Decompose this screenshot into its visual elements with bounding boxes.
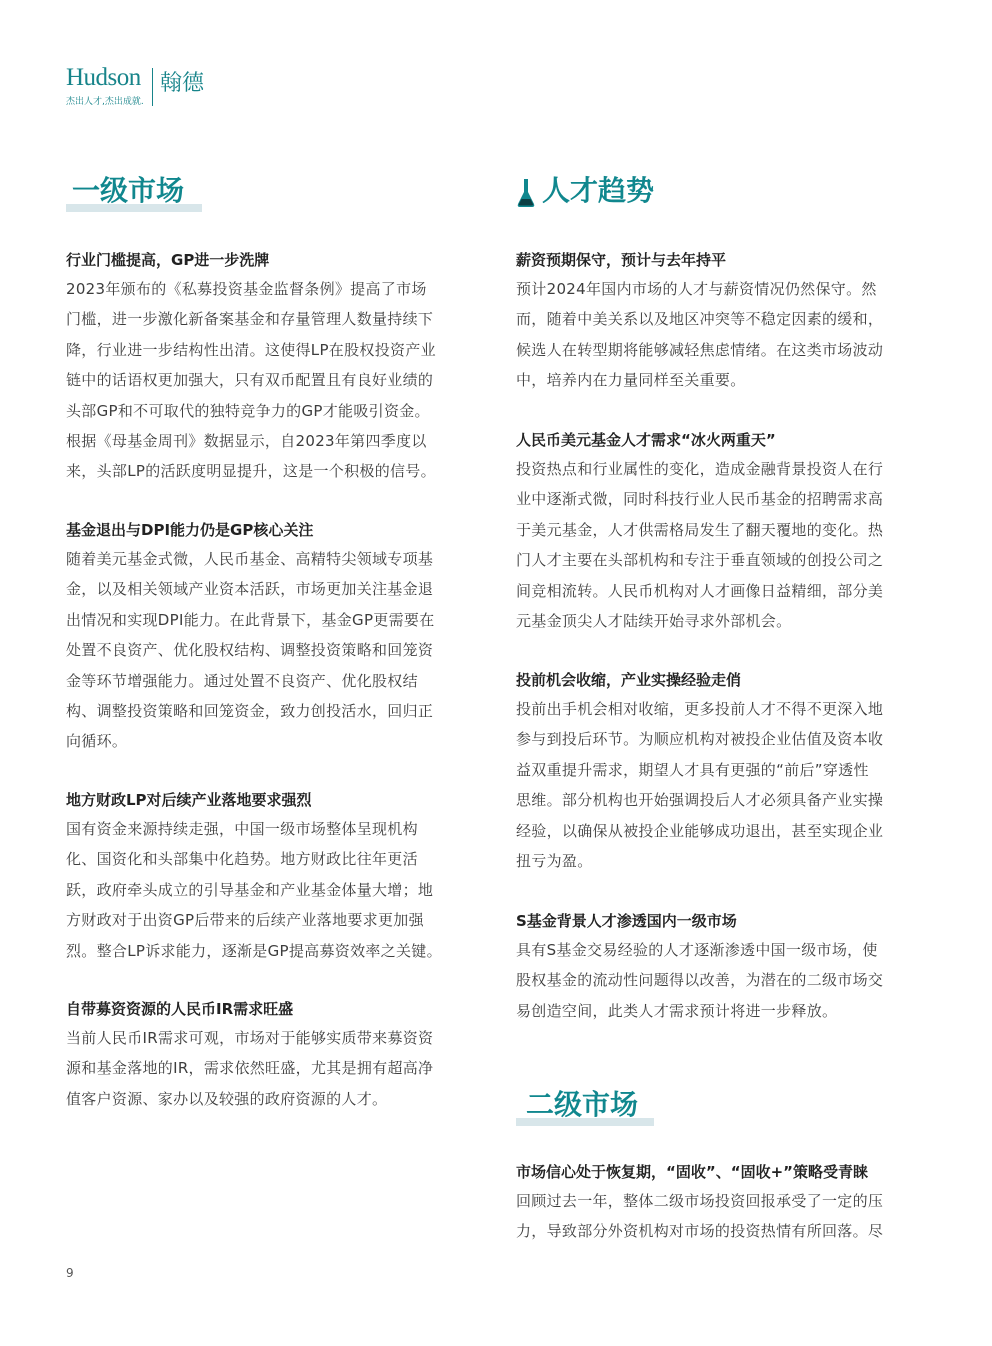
body-line: 构、调整投资策略和回笼资金，致力创投活水，回归正 <box>66 702 434 721</box>
block-heading: 行业门槛提高，GP进一步洗牌 <box>66 251 270 269</box>
body-line: 扭亏为盈。 <box>516 852 593 871</box>
logo-divider <box>152 68 153 106</box>
body-line: 门槛，进一步激化新备案基金和存量管理人数量持续下 <box>66 310 434 329</box>
body-line: 经验，以确保从被投企业能够成功退出，甚至实现企业 <box>516 821 884 840</box>
body-line: 于美元基金，人才供需格局发生了翻天覆地的变化。热 <box>516 520 884 539</box>
body-line: 值客户资源、家办以及较强的政府资源的人才。 <box>66 1089 388 1108</box>
body-line: 随着美元基金式微，人民币基金、高精特尖领域专项基 <box>66 550 434 568</box>
body-line: 来，头部LP的活跃度明显提升，这是一个积极的信号。 <box>66 462 436 481</box>
body-line: 方财政对于出资GP后带来的后续产业落地要求更加强 <box>66 911 424 930</box>
section-title-secondary-market <box>516 1090 654 1126</box>
body-line: 回顾过去一年，整体二级市场投资回报承受了一定的压 <box>516 1192 884 1210</box>
body-line: 当前人民币IR需求可观，市场对于能够实质带来募资资 <box>66 1029 434 1047</box>
content-block <box>516 670 926 876</box>
logo-brand: Hudson <box>66 64 141 91</box>
block-heading: 投前机会收缩，产业实操经验走俏 <box>516 671 742 689</box>
body-line: 易创造空间，此类人才需求预计将进一步释放。 <box>516 1001 838 1020</box>
body-line: 而，随着中美关系以及地区冲突等不稳定因素的缓和， <box>516 310 884 329</box>
body-line: 金等环节增强能力。通过处置不良资产、优化股权结 <box>66 671 418 690</box>
content-block <box>516 1162 926 1247</box>
flask-icon <box>516 178 536 208</box>
section-title-talent-trends <box>516 176 666 212</box>
body-line: 出情况和实现DPI能力。在此背景下，基金GP更需要在 <box>66 610 435 629</box>
content-block <box>516 430 926 636</box>
body-line: 股权基金的流动性问题得以改善，为潜在的二级市场交 <box>516 971 884 990</box>
body-line: 投资热点和行业属性的变化，造成金融背景投资人在行 <box>516 460 884 478</box>
logo-chinese-name: 翰德 <box>160 71 205 96</box>
section-title-text: 一级市场 <box>72 174 185 207</box>
body-line: 力，导致部分外资机构对市场的投资热情有所回落。尽 <box>516 1222 884 1241</box>
body-line: 元基金顶尖人才陆续开始寻求外部机会。 <box>516 612 792 631</box>
body-line: 根据《母基金周刊》数据显示，自2023年第四季度以 <box>66 432 427 451</box>
page-number: 9 <box>66 1266 74 1280</box>
block-heading: 市场信心处于恢复期，“固收”、“固收+”策略受青睐 <box>516 1163 869 1181</box>
block-heading: 地方财政LP对后续产业落地要求强烈 <box>66 791 312 809</box>
body-line: 向循环。 <box>66 732 128 751</box>
body-line: 跃，政府牵头成立的引导基金和产业基金体量大增；地 <box>66 880 434 899</box>
body-line: 投前出手机会相对收缩，更多投前人才不得不更深入地 <box>516 700 884 718</box>
body-line: 国有资金来源持续走强，中国一级市场整体呈现机构 <box>66 820 418 838</box>
block-heading: S基金背景人才渗透国内一级市场 <box>516 912 737 930</box>
content-block <box>66 250 476 487</box>
body-line: 处置不良资产、优化股权结构、调整投资策略和回笼资 <box>66 641 434 660</box>
block-heading: 人民币美元基金人才需求“冰火两重天” <box>516 431 776 449</box>
body-line: 2023年颁布的《私募投资基金监督条例》提高了市场 <box>66 280 427 298</box>
body-line: 中，培养内在力量同样至关重要。 <box>516 371 746 390</box>
body-line: 链中的话语权更加强大，只有双币配置且有良好业绩的 <box>66 371 434 390</box>
body-line: 降，行业进一步结构性出清。这使得LP在股权投资产业 <box>66 340 436 359</box>
body-line: 门人才主要在头部机构和专注于垂直领域的创投公司之 <box>516 551 884 570</box>
content-block <box>66 999 476 1114</box>
body-line: 预计2024年国内市场的人才与薪资情况仍然保守。然 <box>516 280 877 298</box>
content-block <box>66 790 476 966</box>
block-heading: 薪资预期保守，预计与去年持平 <box>516 251 727 269</box>
logo-tagline: 杰出人才,杰出成就. <box>66 97 144 107</box>
body-line: 化、国资化和头部集中化趋势。地方财政比往年更活 <box>66 850 418 869</box>
content-block <box>66 520 476 757</box>
body-line: 候选人在转型期将能够减轻焦虑情绪。在这类市场波动 <box>516 340 884 359</box>
body-line: 思维。部分机构也开始强调投后人才必须具备产业实操 <box>516 791 884 810</box>
section-title-text: 二级市场 <box>526 1088 639 1121</box>
content-block <box>516 911 926 1026</box>
section-title-text: 人才趋势 <box>542 174 655 207</box>
body-line: 业中逐渐式微，同时科技行业人民币基金的招聘需求高 <box>516 490 884 509</box>
body-line: 具有S基金交易经验的人才逐渐渗透中国一级市场，使 <box>516 941 878 959</box>
body-line: 头部GP和不可取代的独特竞争力的GP才能吸引资金。 <box>66 401 430 420</box>
body-line: 烈。整合LP诉求能力，逐渐是GP提高募资效率之关键。 <box>66 941 442 960</box>
body-line: 金，以及相关领域产业资本活跃，市场更加关注基金退 <box>66 580 434 599</box>
body-line: 间竞相流转。人民币机构对人才画像日益精细，部分美 <box>516 581 884 600</box>
section-title-primary-market <box>66 176 202 212</box>
body-line: 参与到投后环节。为顺应机构对被投企业估值及资本收 <box>516 730 884 749</box>
body-line: 益双重提升需求，期望人才具有更强的“前后”穿透性 <box>516 760 869 779</box>
block-heading: 基金退出与DPI能力仍是GP核心关注 <box>66 521 314 539</box>
block-heading: 自带募资资源的人民币IR需求旺盛 <box>66 1000 294 1018</box>
body-line: 源和基金落地的IR，需求依然旺盛，尤其是拥有超高净 <box>66 1059 434 1078</box>
content-block <box>516 250 926 396</box>
